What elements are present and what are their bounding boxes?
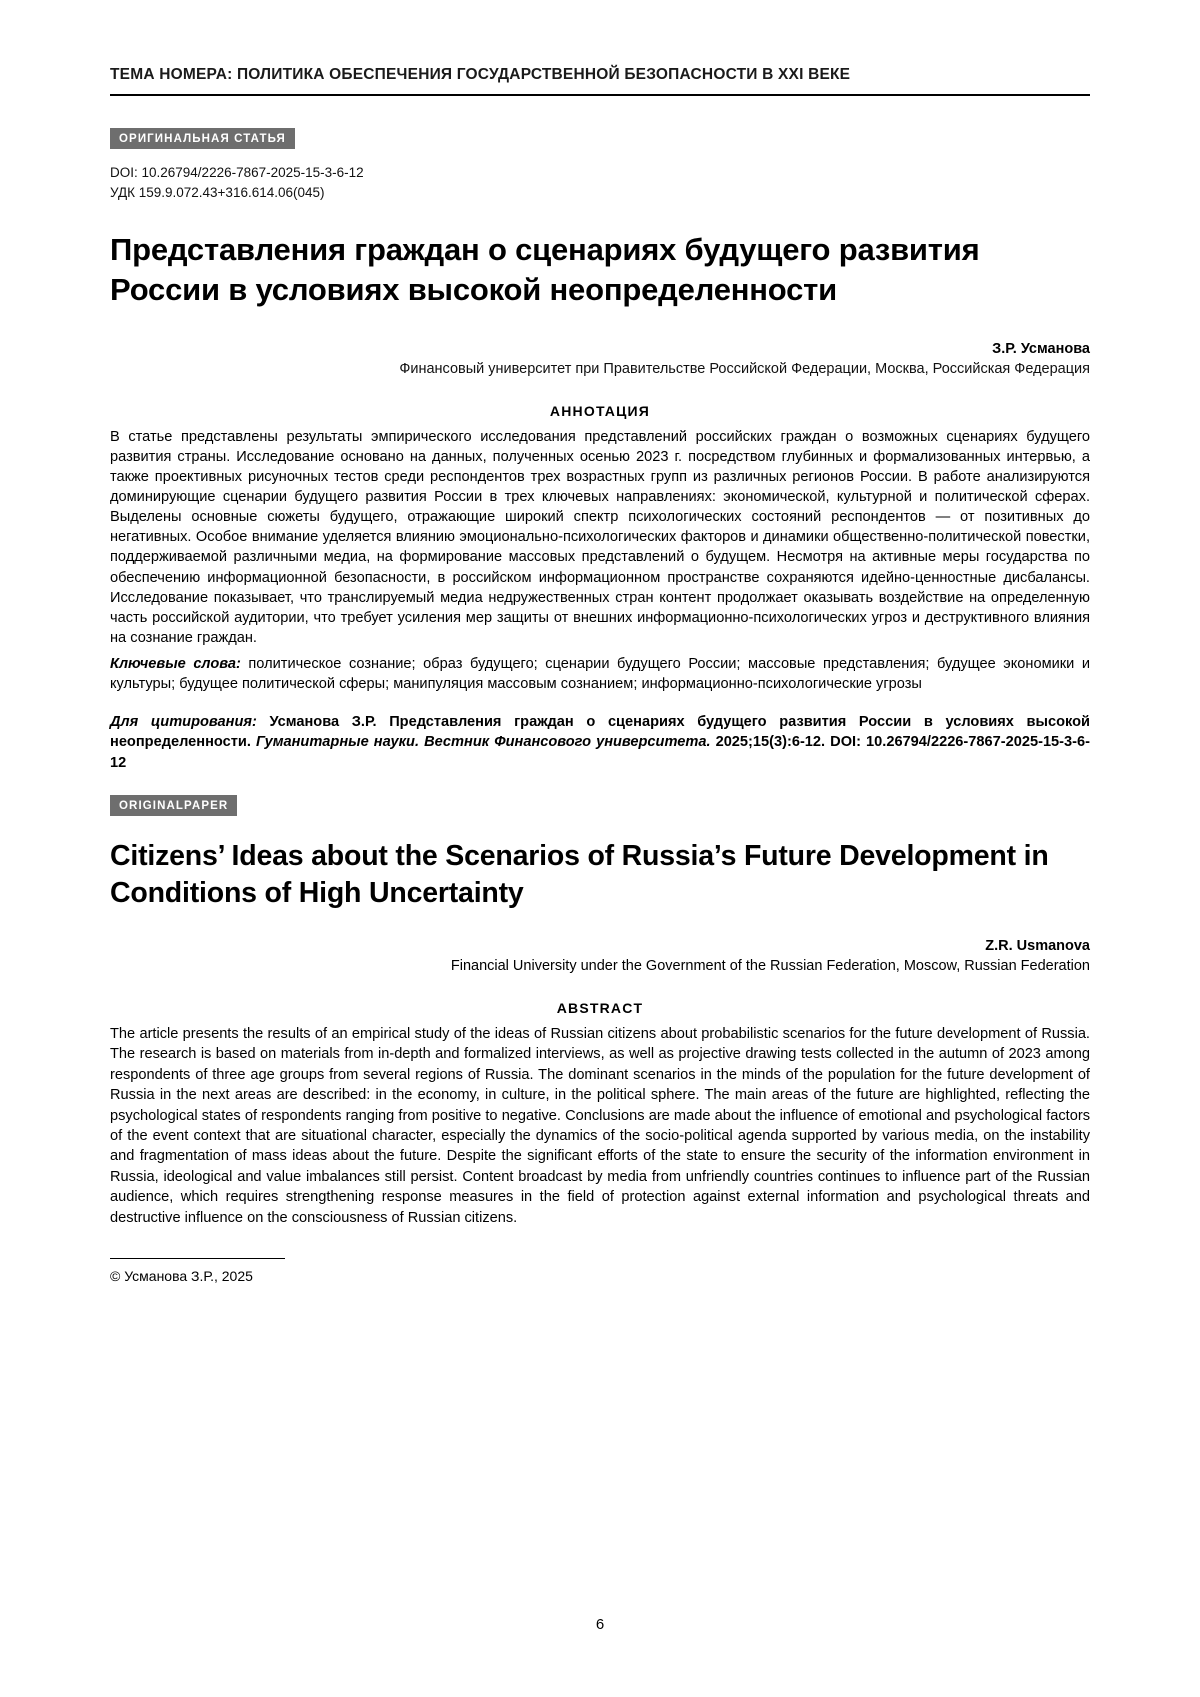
abstract-text-en: The article presents the results of an empirical study of the ideas of Russian citizens about probabilistic scenarios for the future development of Russia. The research is based on materials from in-depth and formalized interviews, as well as projective drawing tests collected in the autumn of 2023 among respondents of three age groups from several regions of Russia. The dominant scenarios in the minds of the population for the future development of Russia in the next areas are described: in the economy, in culture, in the political sphere. The main areas of the future are highlighted, reflecting the psychological states of respondents ranging from positive to negative. Conclusions are made about the influence of emotional and psychological factors of the event context that are situational character, especially the dynamics of the socio-political agenda supported by various media, on the instability and fragmentation of mass ideas about the future. Despite the significant efforts of the state to ensure the security of the information environment in Russia, ideological and value imbalances still persist. Content broadcast by media from unfriendly countries continues to influence part of the Russian audience, which requires strengthening response measures in the field of protection against external information and psychological threats and destructive influence on the consciousness of Russian citizens.	[110, 1025, 1090, 1226]
keywords-text-ru: политическое сознание; образ будущего; сценарии будущего России; массовые представления; будущее экономики и культуры; будущее политической сферы; манипуляция массовым сознанием; информационно-психологические угрозы	[110, 656, 1091, 693]
keywords-label-ru: Ключевые слова:	[110, 656, 241, 673]
abstract-heading-ru: АННОТАЦИЯ	[549, 402, 651, 419]
running-head: ТЕМА НОМЕРА: ПОЛИТИКА ОБЕСПЕЧЕНИЯ ГОСУДАРСТВЕННОЙ БЕЗОПАСНОСТИ В XXI ВЕКЕ	[110, 66, 851, 83]
copyright-divider	[110, 1258, 285, 1259]
author-en: Z.R. Usmanova	[985, 937, 1090, 954]
citation-label-ru: Для цитирования:	[110, 714, 257, 731]
article-identifiers	[110, 163, 1090, 202]
abstract-heading-en: ABSTRACT	[556, 999, 644, 1016]
header-divider	[110, 94, 1090, 96]
udk-line: УДК 159.9.072.43+316.614.06(045)	[110, 184, 325, 200]
page-title-en: Citizens’ Ideas about the Scenarios of Russia’s Future Development in Conditions of High Uncertainty	[110, 839, 1049, 909]
citation-text-ru: Усманова З.Р. Представления граждан о сценариях будущего развития России в условиях высокой неопределенности.	[110, 714, 1091, 751]
abstract-text-ru: В статье представлены результаты эмпирического исследования представлений российских граждан о возможных сценариях будущего развития страны. Исследование основано на данных, полученных осенью 2023 г. посредством глубинных и формализованных интервью, а также проективных рисуночных тестов среди респондентов трех возрастных групп из различных регионов России. В работе анализируются доминирующие сценарии будущего развития России в трех ключевых направлениях: экономической, культурной и политической сферах. Выделены основные сюжеты будущего, отражающие широкий спектр психологических состояний респондентов — от позитивных до негативных. Особое внимание уделяется влиянию эмоционально-психологических факторов и динамики общественно-политической повестки, поддерживаемой различными медиа, на формирование массовых представлений о будущем. Несмотря на активные меры государства по обеспечению информационной безопасности, в российском информационном пространстве сохраняются идейно-ценностные дисбалансы. Исследование показывает, что транслируемый медиа недружественных стран контент продолжает оказывать воздействие на определенную часть российской аудитории, что требует усиления мер защиты от внешних информационно-психологических угроз и деструктивного влияния на сознание граждан.	[110, 428, 1090, 646]
article-type-badge-ru: ОРИГИНАЛЬНАЯ СТАТЬЯ	[110, 128, 295, 149]
article-type-badge-en: ORIGINALPAPER	[110, 795, 237, 816]
page-number: 6	[595, 1616, 605, 1633]
affiliation-en: Financial University under the Government of the Russian Federation, Moscow, Russian Federation	[450, 957, 1090, 974]
doi-line: DOI: 10.26794/2226-7867-2025-15-3-6-12	[110, 165, 364, 180]
citation-journal-ru: Гуманитарные науки. Вестник Финансового университета.	[255, 734, 711, 751]
citation-ru	[110, 712, 1090, 772]
page-title-ru: Представления граждан о сценариях будущего развития России в условиях высокой неопределенности	[110, 232, 980, 308]
affiliation-ru: Финансовый университет при Правительстве Российской Федерации, Москва, Российская Федерация	[399, 360, 1090, 377]
copyright-line: © Усманова З.Р., 2025	[110, 1268, 253, 1285]
keywords-ru	[110, 654, 1090, 694]
citation-tail-ru: 2025;15(3):6-12. DOI: 10.26794/2226-7867-2025-15-3-6-12	[110, 734, 1090, 771]
author-ru: З.Р. Усманова	[992, 340, 1090, 357]
